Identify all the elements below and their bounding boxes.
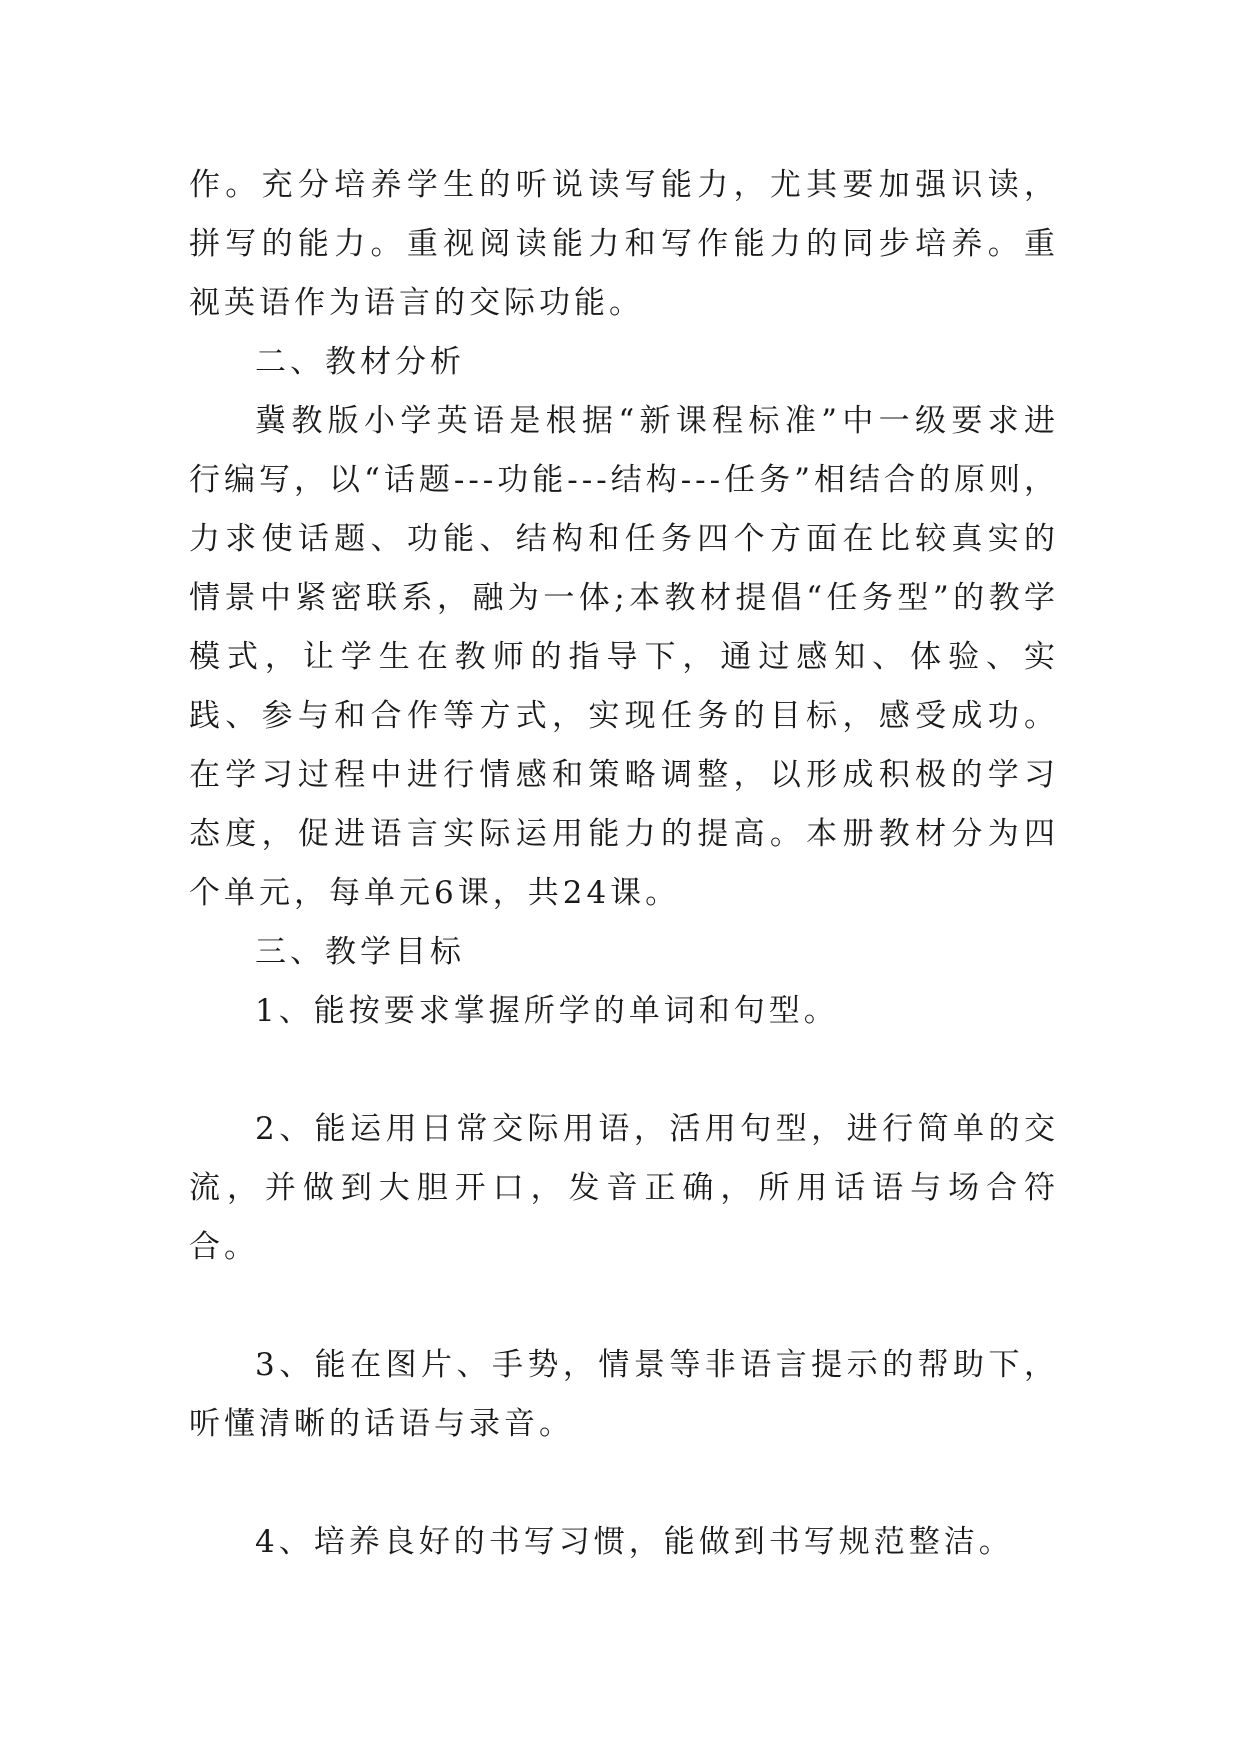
- paragraph-intro-continued: 作。充分培养学生的听说读写能力，尤其要加强识读，拼写的能力。重视阅读能力和写作能力的同步培养。重视英语作为语言的交际功能。: [189, 167, 1059, 321]
- goal-item-4: 4、培养良好的书写习惯，能做到书写规范整洁。: [255, 1524, 1014, 1560]
- section-heading-textbook-analysis: 二、教材分析: [255, 344, 465, 380]
- document-body: [189, 156, 1059, 1572]
- goal-item-1: 1、能按要求掌握所学的单词和句型。: [255, 993, 839, 1029]
- section-heading-teaching-goals: 三、教学目标: [255, 934, 465, 970]
- paragraph-textbook-analysis: 冀教版小学英语是根据“新课程标准”中一级要求进行编写，以“话题---功能---结构---任务”相结合的原则，力求使话题、功能、结构和任务四个方面在比较真实的情景中紧密联系，融为一体;本教材提倡“任务型”的教学模式，让学生在教师的指导下，通过感知、体验、实践、参与和合作等方式，实现任务的目标，感受成功。在学习过程中进行情感和策略调整，以形成积极的学习态度，促进语言实际运用能力的提高。本册教材分为四个单元，每单元6课，共24课。: [189, 403, 1059, 911]
- goal-item-3: 3、能在图片、手势，情景等非语言提示的帮助下，听懂清晰的话语与录音。: [189, 1347, 1059, 1442]
- goal-item-2: 2、能运用日常交际用语，活用句型，进行简单的交流，并做到大胆开口，发音正确，所用话语与场合符合。: [189, 1111, 1059, 1265]
